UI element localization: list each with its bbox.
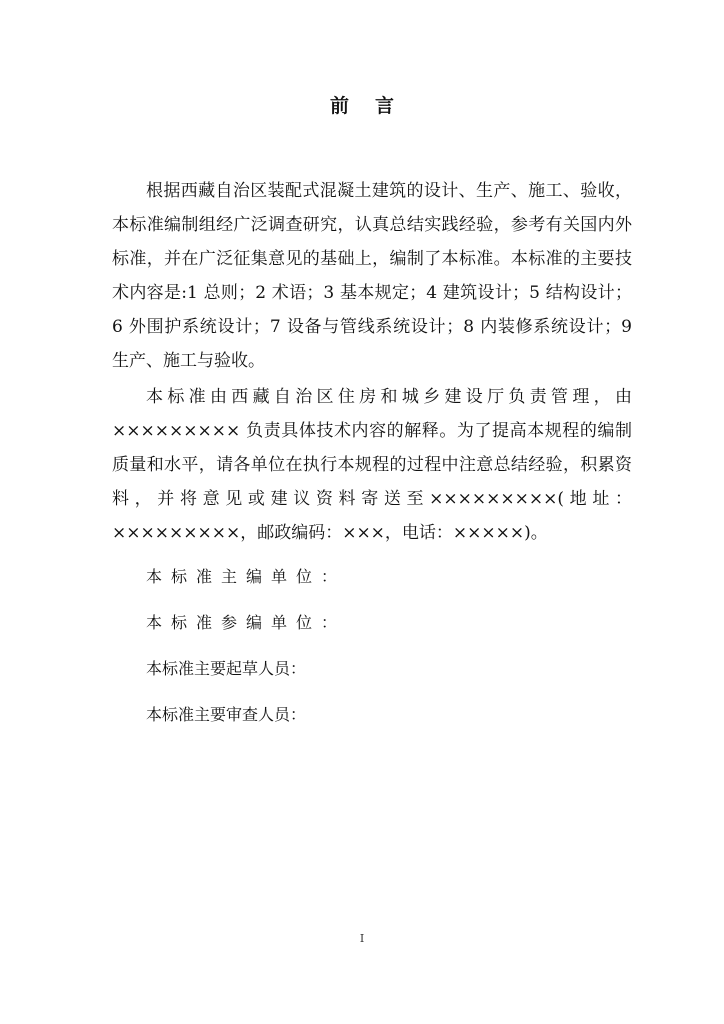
reviewers-line: 本标准主要审查人员：: [146, 705, 307, 724]
preface-body: [112, 174, 632, 550]
page-number: I: [359, 932, 365, 945]
paragraph-technical-content: 根据西藏自治区装配式混凝土建筑的设计、生产、施工、验收，本标准编制组经广泛调查研究，认真总结实践经验，参考有关国内外标准，并在广泛征集意见的基础上，编制了本标准。本标准的主要技术内容是:1 总则；2 术语；3 基本规定；4 建筑设计；5 结构设计；6 外围护系统设计；7 设备与管线系统设计；8 内装修系统设计；9 生产、施工与验收。: [112, 181, 632, 371]
chief-editor-unit-line: 本标准主编单位：: [146, 567, 347, 586]
role-list: [146, 562, 626, 746]
page-title: 前言: [329, 95, 420, 117]
participating-unit-line: 本标准参编单位：: [146, 613, 347, 632]
paragraph-management: 本标准由西藏自治区住房和城乡建设厅负责管理，由××××××××× 负责具体技术内容的解释。为了提高本规程的编制质量和水平，请各单位在执行本规程的过程中注意总结经验，积累资料，并将意见或建议资料寄送至×××××××××(地址：×××××××××，邮政编码：×××，电话：×××××)。: [112, 387, 632, 543]
drafters-line: 本标准主要起草人员：: [146, 659, 307, 678]
